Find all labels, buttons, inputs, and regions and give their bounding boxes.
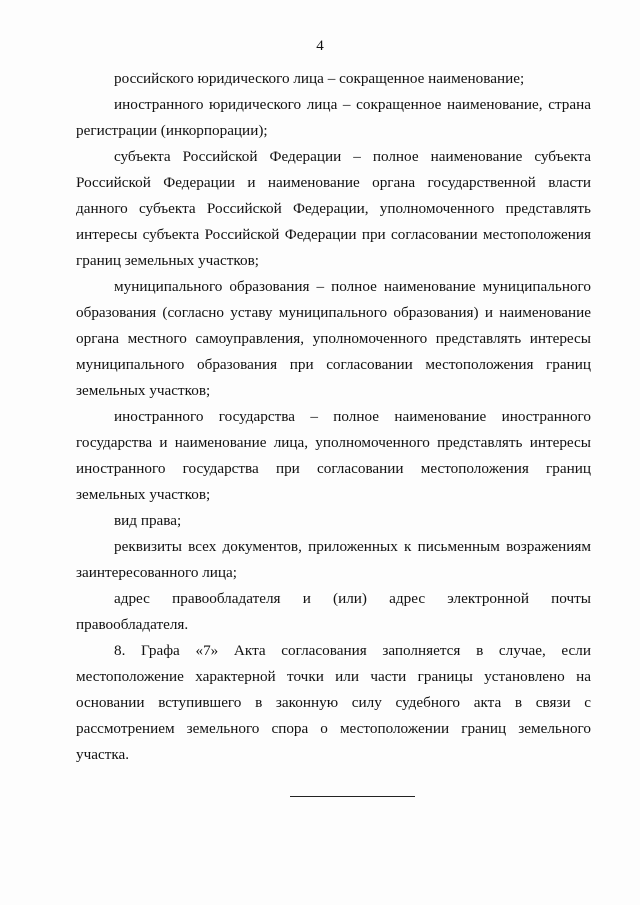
document-body bbox=[76, 66, 591, 768]
paragraph-russian-legal-entity: российского юридического лица – сокращенное наименование; bbox=[114, 70, 525, 87]
paragraph-municipal-formation: муниципального образования – полное наименование муниципального образования (согласно уставу муниципального образования) и наименование органа местного самоуправления, уполномоченного представлять интересы муниципального образования при согласовании местоположения границ земельных участков; bbox=[76, 278, 591, 399]
page-number: 4 bbox=[316, 38, 324, 54]
paragraph-document-details: реквизиты всех документов, приложенных к письменным возражениям заинтересованного лица; bbox=[76, 538, 591, 581]
paragraph-foreign-legal-entity: иностранного юридического лица – сокращенное наименование, страна регистрации (инкорпорации); bbox=[76, 96, 591, 139]
paragraph-address: адрес правообладателя и (или) адрес электронной почты правообладателя. bbox=[76, 590, 591, 633]
paragraph-right-type: вид права; bbox=[114, 512, 182, 529]
paragraph-section-8: 8. Графа «7» Акта согласования заполняется в случае, если местоположение характерной точки или части границы установлено на основании вступившего в законную силу судебного акта в связи с рассмотрением земельного спора о местоположении границ земельного участка. bbox=[76, 642, 591, 763]
paragraph-federation-subject: субъекта Российской Федерации – полное наименование субъекта Российской Федерации и наименование органа государственной власти данного субъекта Российской Федерации, уполномоченного представлять интересы субъекта Российской Федерации при согласовании местоположения границ земельных участков; bbox=[76, 148, 591, 269]
separator-line bbox=[290, 796, 415, 797]
paragraph-foreign-state: иностранного государства – полное наименование иностранного государства и наименование лица, уполномоченного представлять интересы иностранного государства при согласовании местоположения границ земельных участков; bbox=[76, 408, 591, 503]
